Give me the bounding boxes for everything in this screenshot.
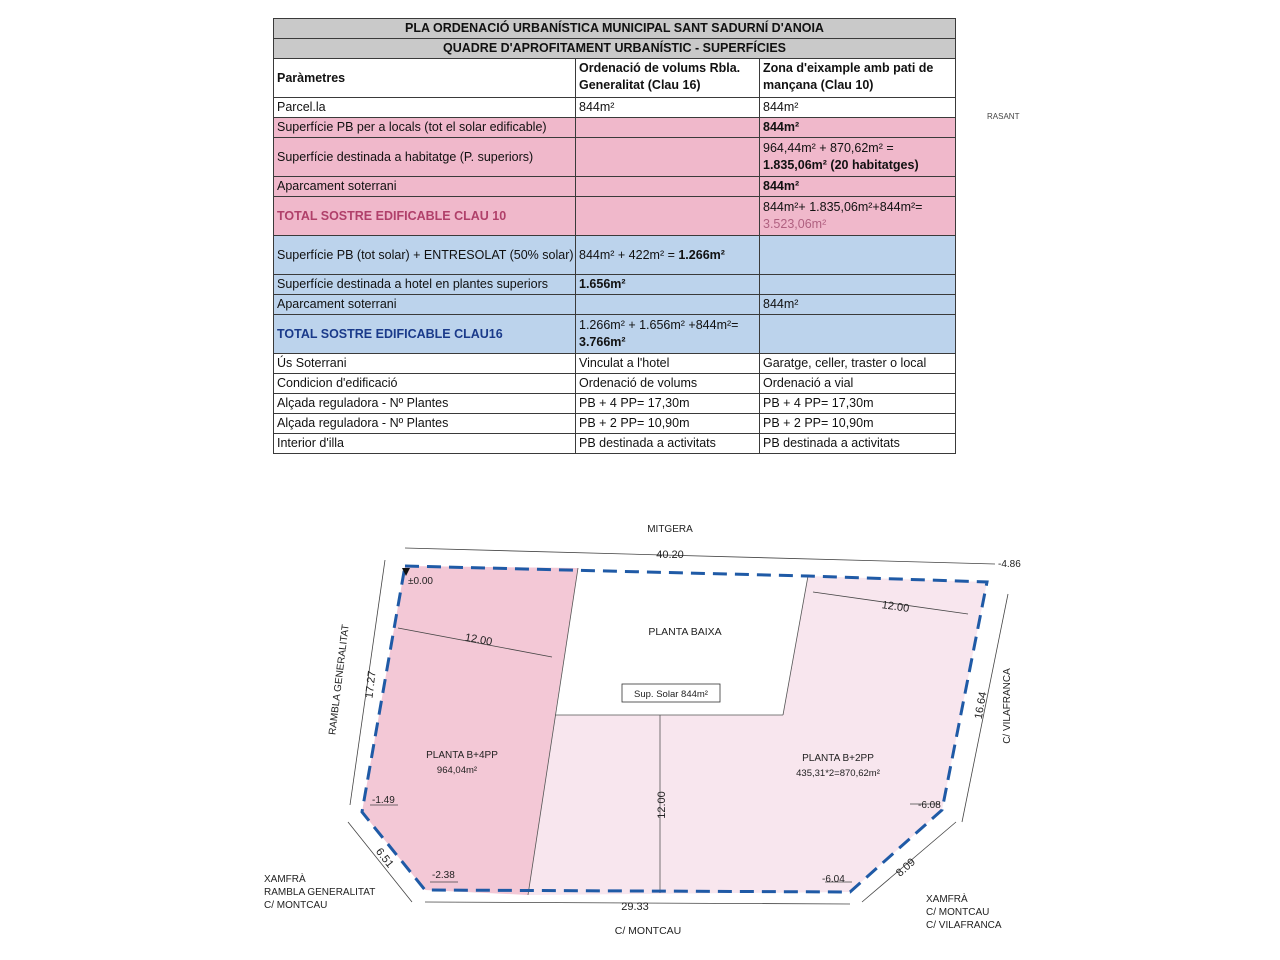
- dim-right: 16.64: [972, 690, 990, 721]
- planta-b4-area: 964,04m²: [436, 765, 478, 776]
- header-parameters: Paràmetres: [274, 59, 576, 98]
- table-row: [274, 354, 956, 374]
- table-row: [274, 197, 956, 236]
- table-row: [274, 315, 956, 354]
- row-clau10: [760, 236, 956, 275]
- rasant-mark: RASANT: [987, 112, 1020, 121]
- row-clau10: [760, 138, 956, 177]
- row-param: Condicion d'edificació: [274, 374, 576, 394]
- row-param: Aparcament soterrani: [274, 295, 576, 315]
- row-clau16: [576, 118, 760, 138]
- table-row: [274, 118, 956, 138]
- dim-chamfer-left: 6.51: [373, 846, 396, 871]
- table-row: [274, 275, 956, 295]
- row-clau10: 844m²: [760, 118, 956, 138]
- row-clau16: [576, 177, 760, 197]
- xamfra-right-3: C/ VILAFRANCA: [926, 920, 1002, 931]
- table-row: [274, 414, 956, 434]
- value-line: 1.835,06m² (20 habitatges): [763, 158, 919, 172]
- row-clau10: PB destinada a activitats: [760, 434, 956, 454]
- row-clau16: [576, 295, 760, 315]
- row-clau16: PB + 4 PP= 17,30m: [576, 394, 760, 414]
- row-param: Superfície destinada a hotel en plantes superiors: [274, 275, 576, 295]
- row-clau10: PB + 4 PP= 17,30m: [760, 394, 956, 414]
- value-line: 3.523,06m²: [763, 217, 827, 231]
- table-row: [274, 177, 956, 197]
- dim-left: 17.27: [363, 670, 379, 700]
- level-top-left: ±0.00: [408, 576, 433, 587]
- table-row: [274, 295, 956, 315]
- row-clau10: [760, 315, 956, 354]
- xamfra-left-1: XAMFRÀ: [264, 874, 306, 885]
- xamfra-right-2: C/ MONTCAU: [926, 907, 990, 918]
- level-left-mid: -1.49: [372, 795, 395, 806]
- row-param: Alçada reguladora - Nº Plantes: [274, 414, 576, 434]
- vilafranca-label: C/ VILAFRANCA: [1002, 668, 1013, 744]
- row-param: TOTAL SOSTRE EDIFICABLE CLAU 10: [274, 197, 576, 236]
- row-param: Alçada reguladora - Nº Plantes: [274, 394, 576, 414]
- row-clau10: 844m²: [760, 295, 956, 315]
- row-param: Superfície PB (tot solar) + ENTRESOLAT (50% solar): [274, 236, 576, 275]
- level-bottom-left: -2.38: [432, 870, 455, 881]
- table-row: [274, 374, 956, 394]
- dim-12-left: 12.00: [463, 631, 494, 649]
- row-clau10: [760, 197, 956, 236]
- row-clau10: Garatge, celler, traster o local: [760, 354, 956, 374]
- row-clau10: PB + 2 PP= 10,90m: [760, 414, 956, 434]
- planta-b2-title: PLANTA B+2PP: [802, 753, 874, 764]
- row-param: Parcel.la: [274, 98, 576, 118]
- row-param: Superfície PB per a locals (tot el solar edificable): [274, 118, 576, 138]
- table-row: [274, 394, 956, 414]
- row-param: TOTAL SOSTRE EDIFICABLE CLAU16: [274, 315, 576, 354]
- table-row: [274, 236, 956, 275]
- planta-b4-title: PLANTA B+4PP: [426, 750, 498, 761]
- row-clau16: PB + 2 PP= 10,90m: [576, 414, 760, 434]
- row-clau10: Ordenació a vial: [760, 374, 956, 394]
- row-clau16: [576, 197, 760, 236]
- row-clau16: 1.656m²: [576, 275, 760, 295]
- mitgera-label: MITGERA: [647, 524, 693, 535]
- planta-baixa-label: PLANTA BAIXA: [648, 626, 722, 638]
- row-param: Ús Soterrani: [274, 354, 576, 374]
- site-plan: [250, 510, 1040, 950]
- planta-b2-area: 435,31*2=870,62m²: [796, 768, 880, 779]
- row-clau16: Ordenació de volums: [576, 374, 760, 394]
- row-clau16: 844m²: [576, 98, 760, 118]
- value-line: 844m²+ 1.835,06m²+844m²=: [763, 200, 923, 214]
- urban-planning-table: [273, 18, 956, 454]
- table-row: [274, 138, 956, 177]
- value-line: 844m² + 422m² =: [579, 247, 679, 262]
- dim-chamfer-right: 8.09: [894, 856, 918, 880]
- table-row: [274, 98, 956, 118]
- dim-top: 40.20: [656, 549, 684, 561]
- sup-solar-label: Sup. Solar 844m²: [634, 689, 708, 700]
- row-clau10: 844m²: [760, 98, 956, 118]
- row-clau10: [760, 275, 956, 295]
- row-clau10: 844m²: [760, 177, 956, 197]
- row-clau16: [576, 138, 760, 177]
- xamfra-right-1: XAMFRÀ: [926, 894, 968, 905]
- row-clau16: PB destinada a activitats: [576, 434, 760, 454]
- dim-12-right: 12.00: [880, 599, 910, 615]
- row-clau16: [576, 315, 760, 354]
- dim-12-center: 12.00: [656, 791, 668, 819]
- row-param: Superfície destinada a habitatge (P. superiors): [274, 138, 576, 177]
- header-clau10: Zona d'eixample amb pati de mançana (Clau 10): [760, 59, 956, 98]
- dim-bottom: 29.33: [621, 901, 649, 913]
- table-row: [274, 434, 956, 454]
- table-subtitle: QUADRE D'APROFITAMENT URBANÍSTIC - SUPERFÍCIES: [274, 39, 956, 59]
- value-line: 1.266m²: [678, 247, 725, 262]
- row-clau16: Vinculat a l'hotel: [576, 354, 760, 374]
- row-param: Interior d'illa: [274, 434, 576, 454]
- montcau-label: C/ MONTCAU: [614, 925, 682, 937]
- row-param: Aparcament soterrani: [274, 177, 576, 197]
- value-line: 3.766m²: [579, 335, 626, 349]
- level-right-mid: -6.08: [918, 800, 941, 811]
- rambla-label: RAMBLA GENERALITAT: [327, 623, 352, 736]
- level-top-right: -4.86: [998, 559, 1021, 570]
- level-bottom-right: -6.04: [822, 874, 845, 885]
- value-line: 964,44m² + 870,62m² =: [763, 141, 894, 155]
- header-clau16: Ordenació de volums Rbla. Generalitat (Clau 16): [576, 59, 760, 98]
- xamfra-left-2: RAMBLA GENERALITAT: [264, 887, 376, 898]
- row-clau16: [576, 236, 760, 275]
- xamfra-left-3: C/ MONTCAU: [264, 900, 328, 911]
- table-title: PLA ORDENACIÓ URBANÍSTICA MUNICIPAL SANT SADURNÍ D'ANOIA: [274, 19, 956, 39]
- dim-line: [405, 548, 995, 564]
- value-line: 1.266m² + 1.656m² +844m²=: [579, 318, 739, 332]
